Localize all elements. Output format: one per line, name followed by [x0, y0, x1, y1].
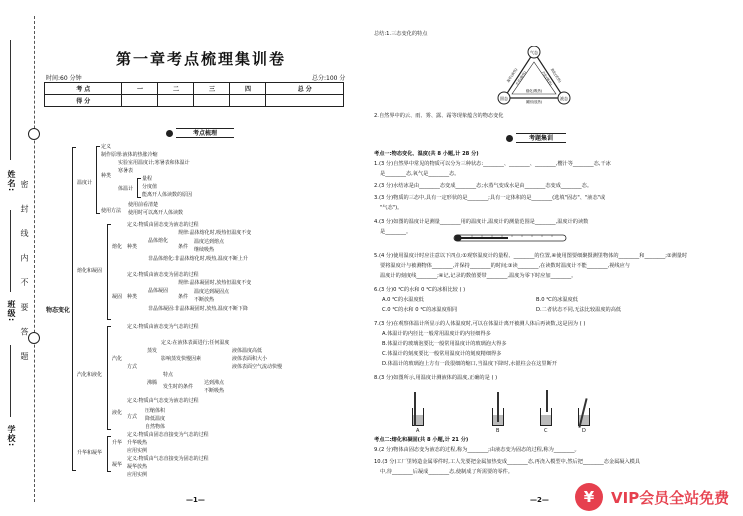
mindmap-leaf: 量程 — [142, 176, 153, 182]
triangle-edge-label: 汽化(吸热) — [540, 70, 553, 87]
question-5-cont: 要将温度计与被测物体________,并保持________的时间;③读________,在读数时温度计不能________,视线应与 — [380, 263, 630, 269]
mindmap-leaf: 凝华放热 — [127, 464, 148, 470]
mindmap-leaf: 汽化 — [112, 356, 123, 362]
summary-point-2: 2.自然界中的云、雨、雾、露、霜等现象蕴含的物态变化 — [374, 113, 504, 119]
mindmap-leaf: 温度达到凝固点 — [194, 289, 230, 295]
mindmap-leaf: 种类 — [127, 244, 138, 250]
mindmap-leaf: 定义:物质由固态变为液态的过程 — [127, 222, 199, 228]
table-cell — [122, 95, 158, 107]
mindmap-leaf: 使用方法 — [101, 208, 122, 214]
thermometer — [497, 392, 499, 422]
table-cell — [266, 95, 344, 107]
topic-1-heading: 考点一:物态变化、温度(共 8 小题,计 28 分) — [374, 151, 479, 157]
page-number: —2— — [530, 496, 549, 504]
mindmap-leaf: 达到沸点 — [204, 380, 225, 386]
mindmap-leaf: 自然物体 — [145, 424, 166, 430]
mindmap-leaf: 方式 — [127, 414, 138, 420]
mindmap-leaf: 凝华 — [112, 462, 123, 468]
state-change-triangle — [496, 46, 572, 108]
triangle-edge-label: 液化(放热) — [549, 67, 562, 84]
figure-label: A — [416, 428, 420, 434]
section-title-summary: 考点梳理 — [176, 128, 234, 138]
vip-coin-icon: ¥ — [575, 483, 603, 511]
mindmap-node-melting: 熔化和凝固 — [77, 268, 103, 274]
question-1: 1.(3 分)自然界中常见的物质可以分为三种状态:________、________、________,樱汁等________态,干冰 — [374, 161, 611, 167]
table-cell: 四 — [230, 83, 266, 95]
mindmap-bracket — [72, 147, 76, 471]
mindmap-leaf: 实验室用温度计;寒暑表和体温计 — [118, 160, 190, 166]
score-table-header-row — [45, 83, 344, 95]
beaker-figures — [396, 388, 596, 432]
table-cell: 得 分 — [45, 95, 122, 107]
page-title: 第一章考点梳理集训卷 — [115, 50, 286, 68]
triangle-node-gas: 气态 — [530, 50, 538, 55]
mindmap-leaf: 沸腾 — [147, 380, 158, 386]
question-4-cont: 是________。 — [380, 229, 412, 235]
table-cell: 总 分 — [266, 83, 344, 95]
question-5: 5.(4 分)使用温度计时应注意以下四点:①观察温度计的量程、________的位置,④使用图要细聚摄测里物体的________和________;②测量时 — [374, 253, 688, 259]
option: C.0 ℃的水和 0 ℃的冰温度相同 — [382, 307, 458, 313]
mindmap-leaf: 规律:晶体凝固时,放热但温度不变 — [178, 280, 252, 286]
question-3: 3.(3 分)物质的三态中,具有一定形状的是________;具有一定体积的是________(选填"固态"、"液态"或 — [374, 195, 606, 201]
question-10-cont: 中,待________后凝成________态,使制成了所需要的零件。 — [380, 469, 513, 475]
question-6: 6.(3 分)0 ℃的水和 0 ℃的冰相比较 ( ) — [374, 287, 466, 293]
mindmap-leaf: 定义:物质由液态变为气态的过程 — [127, 324, 199, 330]
mindmap-leaf: 定义:在液体表面进行;任何温度 — [161, 340, 230, 346]
triangle-edge-label: 凝固(放热) — [525, 100, 543, 104]
question-9: 9.(2 分)物体由固态变为液态的过程,称为________;由液态变为固态的过程,称为________。 — [374, 447, 580, 453]
mindmap-leaf: 晶体熔化 — [148, 238, 169, 244]
mindmap-leaf: 液体表面空气流动快慢 — [232, 364, 283, 370]
mindmap-leaf: 种类 — [127, 294, 138, 300]
question-4: 4.(3 分)如图的温度计是测量________用的温度计,温度计的测量范围是________,温度计的读数 — [374, 219, 589, 225]
question-3-cont: "气态")。 — [380, 205, 403, 211]
question-8: 8.(3 分)如图所示,用温度计测液体的温度,正确的是 ( ) — [374, 375, 498, 381]
mindmap-leaf: 凝固 — [112, 294, 123, 300]
mindmap-leaf: 温度达到熔点 — [194, 239, 225, 245]
mindmap-node-vaporization: 汽化和液化 — [77, 372, 103, 378]
table-cell: 一 — [122, 83, 158, 95]
mindmap-bracket — [96, 146, 100, 214]
mindmap-leaf: 特点 — [163, 372, 174, 378]
mindmap-leaf: 不断吸热 — [204, 388, 225, 394]
mindmap-leaf: 体温计 — [118, 186, 134, 192]
topic-2-heading: 考点二:熔化和凝固(共 8 小题,计 21 分) — [374, 437, 469, 443]
mindmap-node-sublimation: 升华和凝华 — [77, 450, 103, 456]
table-cell — [230, 95, 266, 107]
mindmap-bracket — [137, 178, 141, 198]
option: B.0 ℃的冰温度低 — [536, 297, 578, 303]
mindmap-leaf: 条件 — [178, 244, 189, 250]
mindmap-leaf: 定义:物质由气态直接变为固态的过程 — [127, 456, 209, 462]
question-7: 7.(3 分)在观察体温计所显示的人体温度时,可以在体温计离开被测人体后再读数,这是因为 ( ) — [374, 321, 586, 327]
option: A.体温计的内径比一般常用温度计的内径细得多 — [382, 331, 491, 337]
mindmap-leaf: 液体表面积大小 — [232, 356, 268, 362]
mindmap-leaf: 制作原理:液体的热胀冷缩 — [101, 152, 158, 158]
mindmap-leaf: 蒸发 — [147, 348, 158, 354]
mindmap-leaf: 定义 — [101, 144, 112, 150]
mindmap-bracket — [107, 326, 111, 430]
table-cell: 二 — [158, 83, 194, 95]
mindmap-leaf: 液体温度高低 — [232, 348, 263, 354]
class-line — [10, 210, 11, 292]
mindmap-leaf: 发生时的条件 — [163, 384, 194, 390]
score-table — [44, 82, 344, 107]
table-cell — [158, 95, 194, 107]
triangle-edge-label: 升华(吸热) — [515, 70, 528, 87]
mindmap-leaf: 规律:晶体熔化时,吸热但温度不变 — [178, 230, 252, 236]
table-cell: 三 — [194, 83, 230, 95]
mindmap-leaf: 应用实例 — [127, 448, 148, 454]
mindmap-leaf: 定义:物质由液态变为固态的过程 — [127, 272, 199, 278]
mindmap-leaf: 升华 — [112, 440, 123, 446]
triangle-node-solid: 固态 — [500, 96, 508, 101]
triangle-node-liquid: 液态 — [560, 96, 568, 101]
table-cell: 考 点 — [45, 83, 122, 95]
option: A.0 ℃的水温度低 — [382, 297, 424, 303]
mindmap-leaf: 分度值 — [142, 184, 158, 190]
triangle-edge-label: 熔化(吸热) — [525, 89, 543, 93]
question-2: 2.(3 分)水结冰是由________态变成________态;水蒸气变成水是由________态变成________态。 — [374, 183, 593, 189]
mindmap-node-thermometer: 温度计 — [77, 180, 93, 186]
name-label: 姓名: — [7, 170, 16, 193]
name-line — [10, 40, 11, 160]
mindmap-leaf: 定义:物质由气态变为液态的过程 — [127, 398, 199, 404]
question-5-cont2: 温度计的刻度线________;④记,记录的数值要带________,温度为零下时应加________。 — [380, 273, 577, 279]
mindmap-leaf: 熔化 — [112, 244, 123, 250]
mindmap-leaf: 非晶体凝固:非晶体凝固时,放热,温度不断下降 — [148, 306, 248, 312]
school-label: 学校: — [7, 425, 16, 448]
triangle-edge-label: 凝华(放热) — [506, 67, 519, 84]
section-title-exercises: 考题集训 — [516, 133, 566, 143]
binding-hole — [28, 128, 40, 140]
mindmap-root: 物态变化 — [46, 307, 71, 314]
mindmap-leaf: 影响蒸发快慢因素 — [161, 356, 202, 362]
mindmap-leaf: 降低温度 — [145, 416, 166, 422]
mindmap-leaf: 定义:物质由固态直接变为气态的过程 — [127, 432, 209, 438]
mindmap-leaf: 使用前看清楚 — [128, 202, 159, 208]
mindmap-leaf: 条件 — [178, 294, 189, 300]
question-1-cont: 是________态,氧气是________态。 — [380, 171, 460, 177]
page-number: —1— — [186, 496, 205, 504]
mindmap-leaf: 应用实例 — [127, 472, 148, 478]
vip-watermark-text: VIP会员全站免费 — [611, 488, 730, 507]
mindmap-leaf: 非晶体熔化:非晶体熔化时,吸热,温度不断上升 — [148, 256, 248, 262]
score-table-score-row — [45, 95, 344, 107]
mindmap-leaf: 晶体凝固 — [148, 288, 169, 294]
figure-label: B — [496, 428, 500, 434]
mindmap-leaf: 升华吸热 — [127, 440, 148, 446]
table-cell — [194, 95, 230, 107]
mindmap-leaf: 压缩体积 — [145, 408, 166, 414]
total-score: 总分:100 分 — [312, 75, 346, 82]
mindmap-bracket — [107, 436, 111, 472]
mindmap-leaf: 液化 — [112, 410, 123, 416]
mindmap-bracket — [107, 224, 111, 320]
left-page — [0, 0, 364, 516]
mindmap-leaf: 方式 — [127, 364, 138, 370]
mindmap-leaf: 不断放热 — [194, 297, 215, 303]
option: B.体温计的玻璃泡要比一般常用温度计的玻璃泡大得多 — [382, 341, 507, 347]
mindmap-leaf: 继续吸热 — [194, 247, 215, 253]
mindmap-leaf: 使用时可以离开人体读数 — [128, 210, 184, 216]
figure-label: C — [544, 428, 548, 434]
vip-watermark[interactable] — [565, 478, 743, 516]
class-label: 班级: — [7, 300, 16, 323]
thermometer — [546, 390, 548, 412]
thermometer — [414, 392, 416, 426]
figure-label: D — [582, 428, 586, 434]
mindmap-leaf: 能离开人体读数的原因 — [142, 192, 193, 198]
thermometer-figure — [452, 232, 572, 244]
option: D.体温计的玻璃泡上方有一段很细的缩口,当温度下降时,水银柱会在这里断开 — [382, 361, 557, 367]
seal-text: 密 封 线 内 不 要 答 题 — [20, 180, 29, 367]
binding-line — [34, 16, 35, 502]
mindmap-leaf: 寒暑表 — [118, 168, 134, 174]
option: D.二者状态不同,无法比较温度的高低 — [536, 307, 622, 313]
question-10: 10.(3 分)工厂里铸造金属零件时,工人先要把金属加热变成________态,再浇入模型中,然后把________态金属凝入模具 — [374, 459, 641, 465]
summary-heading: 总结:1.三态变化的特点 — [374, 31, 428, 37]
time-limit: 时间:60 分钟 — [46, 75, 82, 82]
option: C.体温计的刻度要比一般常用温度计的刻度精细得多 — [382, 351, 502, 357]
school-line — [10, 345, 11, 417]
mindmap-leaf: 种类 — [101, 173, 112, 179]
